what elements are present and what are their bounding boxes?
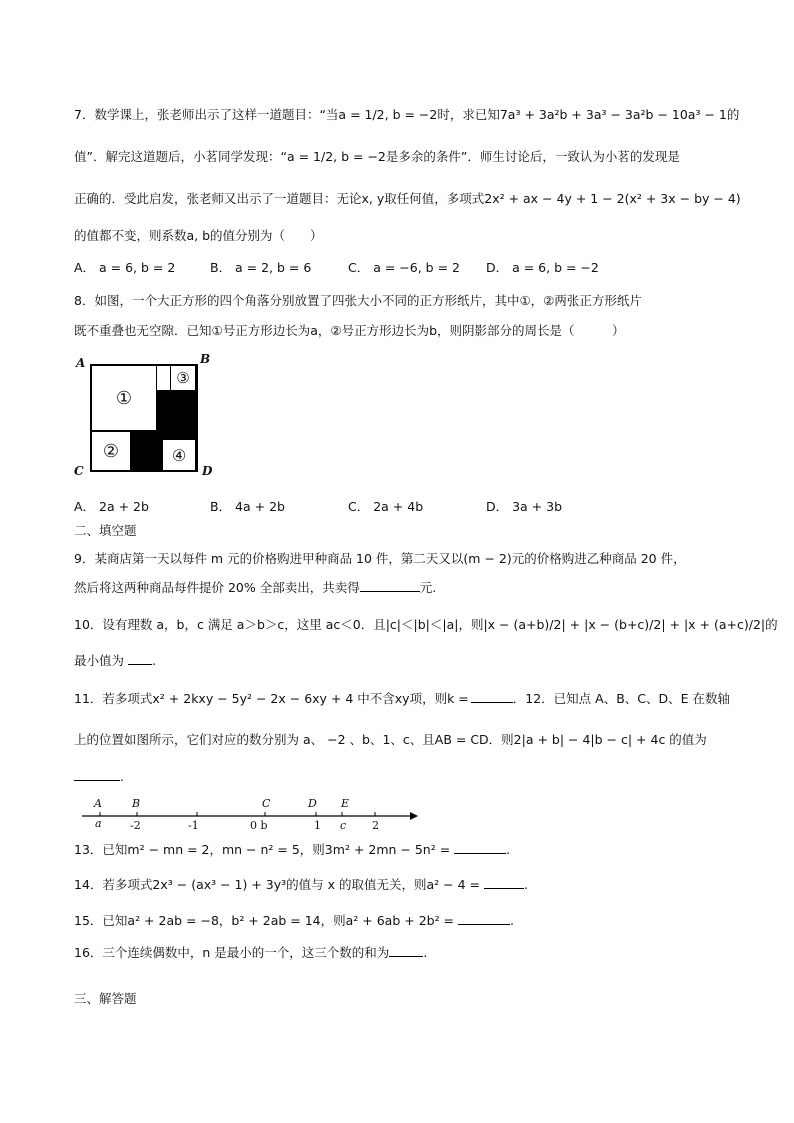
point-value-2: 2 bbox=[372, 819, 379, 832]
q16-answer-blank[interactable] bbox=[389, 944, 423, 957]
q8-option-d[interactable]: D． 3a + 3b bbox=[486, 499, 563, 514]
q10-answer-blank[interactable] bbox=[128, 652, 152, 665]
q10-line2 bbox=[74, 652, 156, 670]
q8-line1: 8．如图，一个大正方形的四个角落分别放置了四张大小不同的正方形纸片，其中①，②两张正方形纸片 bbox=[74, 293, 642, 308]
q9-line1: 9．某商店第一天以每件 m 元的价格购进甲种商品 10 件，第二天又以(m − 2)元的价格购进乙种商品 20 件， bbox=[74, 551, 686, 566]
square-3: ③ bbox=[170, 365, 196, 391]
point-value-neg1: -1 bbox=[188, 819, 199, 832]
corner-b: B bbox=[200, 352, 211, 366]
q14 bbox=[74, 876, 528, 894]
q7-option-b[interactable]: B． a = 2, b = 6 bbox=[210, 260, 312, 275]
point-value-a: a bbox=[95, 817, 102, 830]
q16 bbox=[74, 944, 427, 962]
q8-figure bbox=[72, 352, 222, 482]
corner-c: C bbox=[74, 464, 84, 478]
q13 bbox=[74, 841, 510, 859]
point-name-c: C bbox=[262, 797, 271, 810]
section-heading-fill-in: 二、填空题 bbox=[74, 523, 137, 538]
q8-option-a[interactable]: A． 2a + 2b bbox=[74, 499, 149, 514]
q13-text: 13．已知m² − mn = 2，mn − n² = 5，则3m² + 2mn − 5n² = bbox=[74, 842, 451, 857]
q12-line2: 上的位置如图所示，它们对应的数分别为 a、 −2 、b、1、c、且AB = CD．则2|a + b| − 4|b − c| + 4c 的值为 bbox=[74, 732, 707, 747]
q10-line2-text: 最小值为 bbox=[74, 653, 125, 668]
q9-line2-text: 然后将这两种商品每件提价 20% 全部卖出，共卖得 bbox=[74, 580, 360, 595]
q7-option-d[interactable]: D． a = 6, b = −2 bbox=[486, 260, 599, 275]
q14-end: . bbox=[524, 877, 528, 892]
q16-text: 16．三个连续偶数中，n 是最小的一个，这三个数的和为 bbox=[74, 945, 390, 960]
q12-answer-line: . bbox=[74, 768, 124, 786]
q11-line1 bbox=[74, 690, 730, 708]
q13-end: . bbox=[506, 842, 511, 857]
q10-line2-end: . bbox=[152, 653, 156, 668]
q13-answer-blank[interactable] bbox=[454, 841, 506, 854]
q14-text: 14．若多项式2x³ − (ax³ − 1) + 3y³的值与 x 的取值无关，则a² − 4 = bbox=[74, 877, 481, 892]
q11-text: 11．若多项式x² + 2kxy − 5y² − 2x − 6xy + 4 中不含xy项，则k = bbox=[74, 691, 469, 706]
q7-option-c[interactable]: C． a = −6, b = 2 bbox=[348, 260, 460, 275]
square-2: ② bbox=[91, 431, 131, 471]
q9-line2-end: 元. bbox=[419, 580, 437, 595]
q9-answer-blank[interactable] bbox=[360, 579, 420, 592]
q10-line1: 10．设有理数 a，b，c 满足 a＞b＞c，这里 ac＜0．且|c|＜|b|＜|a|，则|x − (a+b)/2| + |x − (b+c)/2| + |x + (a+c)/2|的 bbox=[74, 617, 778, 632]
q14-answer-blank[interactable] bbox=[484, 876, 524, 889]
point-name-e: E bbox=[341, 797, 350, 810]
point-value-d: 1 bbox=[314, 819, 321, 832]
point-value-e: c bbox=[340, 819, 347, 832]
q11-answer-blank[interactable] bbox=[471, 690, 513, 703]
corner-d: D bbox=[202, 464, 213, 478]
q7-line3: 正确的．受此启发，张老师又出示了一道题目：无论x, y取任何值，多项式2x² + ax − 4y + 1 − 2(x² + 3x − by − 4) bbox=[74, 191, 741, 206]
point-value-b: -2 bbox=[130, 819, 141, 832]
point-name-b: B bbox=[132, 797, 141, 810]
point-name-a: A bbox=[94, 797, 102, 810]
q8-line2: 既不重叠也无空隙．已知①号正方形边长为a，②号正方形边长为b，则阴影部分的周长是（ ） bbox=[74, 323, 625, 338]
square-4: ④ bbox=[162, 439, 196, 471]
q12-answer-blank[interactable] bbox=[74, 768, 120, 781]
number-line-figure bbox=[80, 795, 430, 835]
square-1: ① bbox=[91, 365, 157, 431]
q8-option-c[interactable]: C． 2a + 4b bbox=[348, 499, 424, 514]
q9-line2 bbox=[74, 579, 436, 597]
point-name-d: D bbox=[308, 797, 317, 810]
q7-option-a[interactable]: A． a = 6, b = 2 bbox=[74, 260, 176, 275]
q15-end: . bbox=[510, 913, 515, 928]
q15 bbox=[74, 912, 514, 930]
point-value-c: 0 b bbox=[250, 819, 268, 832]
q16-end: . bbox=[423, 945, 428, 960]
corner-a: A bbox=[76, 356, 86, 370]
q15-answer-blank[interactable] bbox=[458, 912, 510, 925]
q7-line2: 值”．解完这道题后，小茗同学发现：“a = 1/2, b = −2是多余的条件”．师生讨论后，一致认为小茗的发现是 bbox=[74, 149, 680, 164]
q7-line1: 7．数学课上，张老师出示了这样一道题目：“当a = 1/2, b = −2时，求已知7a³ + 3a²b + 3a³ − 3a²b − 10a³ − 1的 bbox=[74, 107, 740, 122]
q15-text: 15．已知a² + 2ab = −8，b² + 2ab = 14，则a² + 6ab + 2b² = bbox=[74, 913, 455, 928]
q12-start: ．12．已知点 A、B、C、D、E 在数轴 bbox=[512, 691, 731, 706]
section-heading-solutions: 三、解答题 bbox=[74, 991, 137, 1006]
q8-option-b[interactable]: B． 4a + 2b bbox=[210, 499, 285, 514]
arrow-icon bbox=[410, 812, 418, 820]
q7-line4: 的值都不变，则系数a, b的值分别为（ ） bbox=[74, 228, 323, 243]
